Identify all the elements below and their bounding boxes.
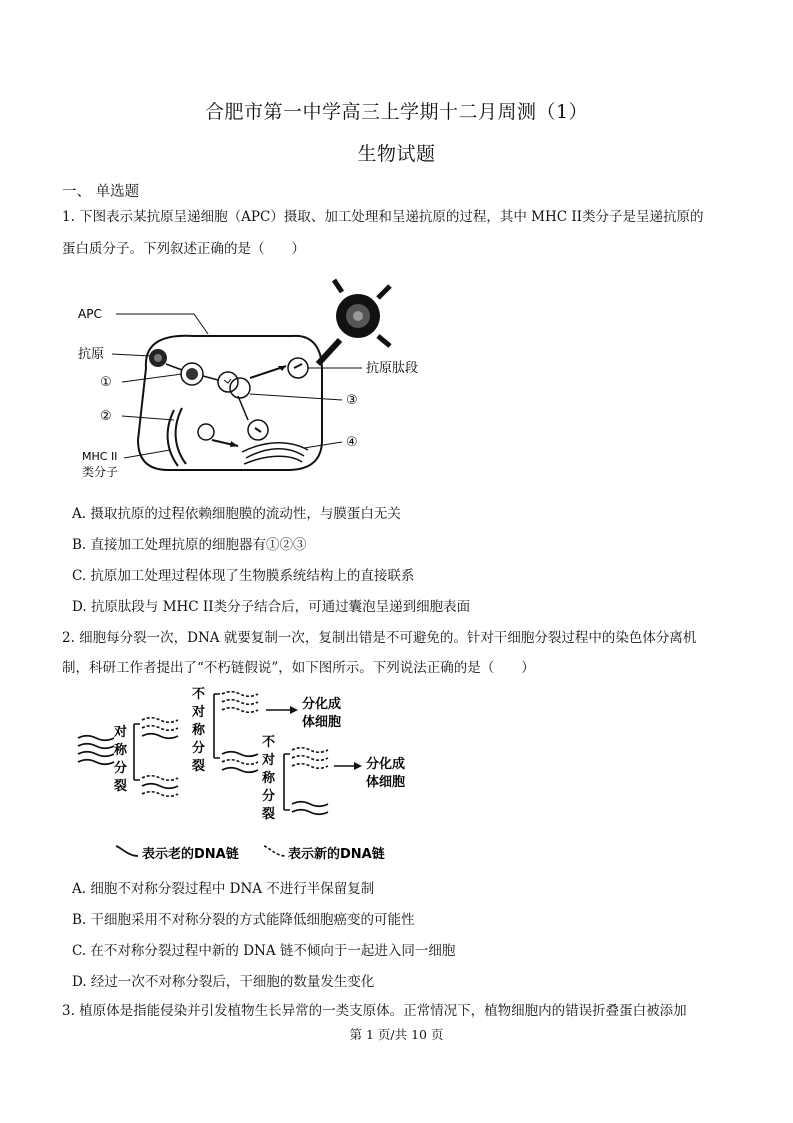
q2-option-c[interactable]: C. 在不对称分裂过程中新的 DNA 链不倾向于一起进入同一细胞 bbox=[72, 943, 456, 959]
q2-option-a[interactable]: A. 细胞不对称分裂过程中 DNA 不进行半保留复制 bbox=[72, 881, 375, 897]
asym1-char-3: 称 bbox=[192, 723, 206, 738]
q1-apc-diagram bbox=[78, 270, 438, 482]
q3-stem-line1: 3. 植原体是指能侵染并引发植物生长异常的一类支原体。正常情况下，植物细胞内的错误折叠蛋白被添加 bbox=[62, 1003, 687, 1019]
label-mhc-line1: MHC II bbox=[82, 450, 118, 463]
label-circle-2: ② bbox=[100, 409, 112, 424]
label-circle-4: ④ bbox=[346, 435, 358, 450]
q2-option-d[interactable]: D. 经过一次不对称分裂后，干细胞的数量发生变化 bbox=[72, 974, 375, 990]
sym-char-2: 称 bbox=[114, 743, 128, 758]
q2-immortal-strand-diagram bbox=[76, 684, 426, 866]
asym2-char-4: 分 bbox=[262, 789, 276, 804]
diff2-line1: 分化成 bbox=[366, 757, 406, 772]
q1-option-c[interactable]: C. 抗原加工处理过程体现了生物膜系统结构上的直接联系 bbox=[72, 568, 415, 584]
diff2-line2: 体细胞 bbox=[366, 775, 406, 790]
label-circle-1: ① bbox=[100, 375, 112, 390]
diff1-line1: 分化成 bbox=[302, 697, 342, 712]
section-heading: 一、 单选题 bbox=[62, 184, 140, 200]
sym-char-1: 对 bbox=[114, 725, 128, 740]
legend-new-strand: 表示新的DNA链 bbox=[288, 847, 385, 862]
page-title: 合肥市第一中学高三上学期十二月周测（1） bbox=[204, 101, 589, 123]
label-apc: APC bbox=[78, 307, 102, 321]
q2-stem-line1: 2. 细胞每分裂一次，DNA 就要复制一次，复制出错是不可避免的。针对干细胞分裂过程中的染色体分离机 bbox=[62, 630, 697, 646]
legend-old-strand: 表示老的DNA链 bbox=[142, 847, 239, 862]
label-antigen-peptide: 抗原肽段 bbox=[366, 361, 419, 376]
q2-stem-line2: 制，科研工作者提出了“不朽链假说”，如下图所示。下列说法正确的是（ ） bbox=[62, 660, 535, 676]
asym1-char-2: 对 bbox=[192, 705, 206, 720]
label-circle-3: ③ bbox=[346, 393, 358, 408]
label-mhc-line2: 类分子 bbox=[82, 465, 119, 479]
asym2-char-3: 称 bbox=[262, 771, 276, 786]
q2-option-b[interactable]: B. 干细胞采用不对称分裂的方式能降低细胞癌变的可能性 bbox=[72, 912, 415, 928]
asym2-char-1: 不 bbox=[262, 735, 276, 750]
q1-option-d[interactable]: D. 抗原肽段与 MHC II类分子结合后，可通过囊泡呈递到细胞表面 bbox=[72, 599, 471, 615]
label-antigen: 抗原 bbox=[78, 347, 105, 362]
diff1-line2: 体细胞 bbox=[302, 715, 342, 730]
q1-stem-line2: 蛋白质分子。下列叙述正确的是（ ） bbox=[62, 241, 305, 257]
asym1-char-5: 裂 bbox=[192, 759, 206, 774]
q1-option-b[interactable]: B. 直接加工处理抗原的细胞器有①②③ bbox=[72, 537, 307, 553]
sym-char-3: 分 bbox=[114, 761, 128, 776]
asym2-char-5: 裂 bbox=[262, 807, 276, 822]
asym1-char-1: 不 bbox=[192, 687, 206, 702]
sym-char-4: 裂 bbox=[114, 779, 128, 794]
page-subtitle: 生物试题 bbox=[357, 143, 436, 165]
q1-option-a[interactable]: A. 摄取抗原的过程依赖细胞膜的流动性，与膜蛋白无关 bbox=[72, 506, 401, 522]
asym1-char-4: 分 bbox=[192, 741, 206, 756]
asym2-char-2: 对 bbox=[262, 753, 276, 768]
page-footer: 第 1 页/共 10 页 bbox=[349, 1027, 444, 1042]
q1-stem-line1: 1. 下图表示某抗原呈递细胞（APC）摄取、加工处理和呈递抗原的过程，其中 MHC II类分子是呈递抗原的 bbox=[62, 209, 704, 225]
